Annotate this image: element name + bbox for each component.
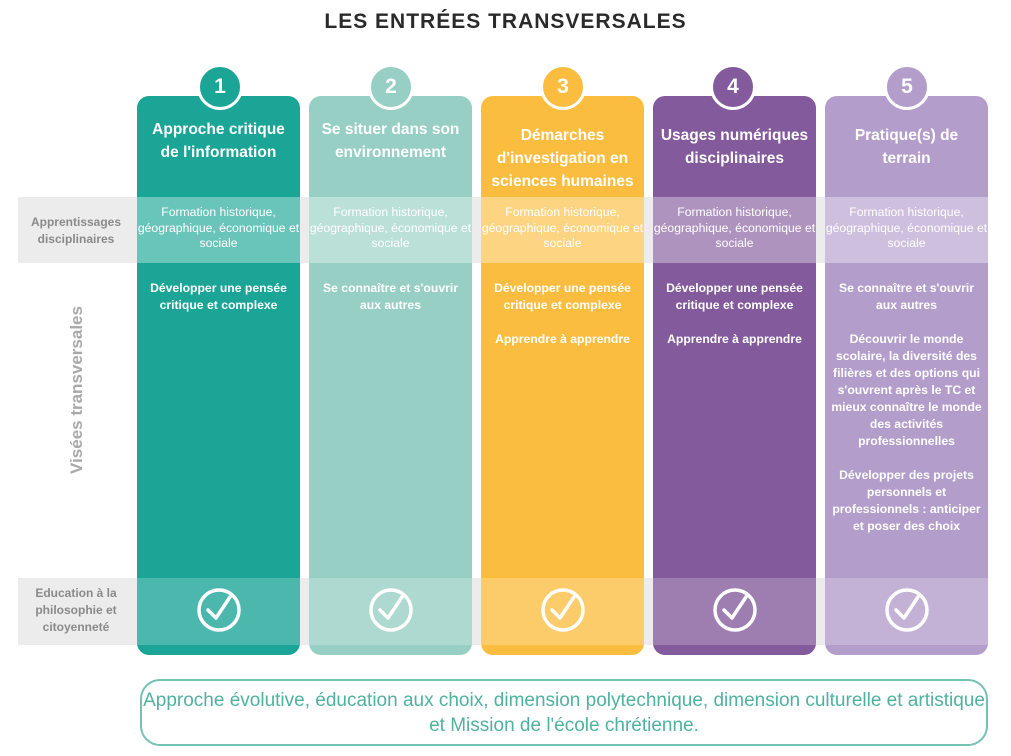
column-education-cell [653,578,816,645]
column-heading: Approche critique de l'information [152,121,285,161]
column-number-badge-2: 2 [368,64,414,110]
column-number-badge-4: 4 [710,64,756,110]
vise-item: Développer une pensée critique et complexe [666,281,803,312]
column-education-cell [309,578,472,645]
check-circle-icon [712,587,758,633]
column-vises [481,280,644,365]
vise-item: Se connaître et s'ouvrir aux autres [839,281,974,312]
column-vises [825,280,988,552]
column-heading: Pratique(s) de terrain [854,127,959,167]
footer-note: Approche évolutive, éducation aux choix, dimension polytechnique, dimension culturelle et artistique et Mission de l'école chrétienne. [140,679,988,746]
column-heading: Usages numériques disciplinaires [660,127,809,167]
column-vises [137,280,300,331]
row-label-apprentissages: Apprentissages disciplinaires [30,215,122,246]
column-vises [309,280,472,331]
column-apprentissage: Formation historique, géographique, économique et sociale [481,197,644,263]
vise-item: Apprendre à apprendre [667,332,802,346]
column-apprentissage: Formation historique, géographique, économique et sociale [653,197,816,263]
column-education-cell [825,578,988,645]
column-number-badge-1: 1 [197,64,243,110]
column-vises [653,280,816,365]
column-4 [653,96,816,655]
row-label-education: Education à la philosophie et citoyenneté [35,586,117,634]
vise-item: Développer des projets personnels et professionnels : anticiper et poser des choix [832,468,981,533]
column-apprentissage: Formation historique, géographique, économique et sociale [137,197,300,263]
vise-item: Développer une pensée critique et complexe [494,281,631,312]
column-5 [825,96,988,655]
check-circle-icon [196,587,242,633]
column-2 [309,96,472,655]
column-apprentissage: Formation historique, géographique, économique et sociale [825,197,988,263]
column-1 [137,96,300,655]
vise-item: Développer une pensée critique et complexe [150,281,287,312]
column-heading: Démarches d'investigation en sciences humaines [491,127,634,190]
vise-item: Découvrir le monde scolaire, la diversité des filières et des options qui s'ouvrent après le TC et mieux connaître le monde des activités professionnelles [831,332,982,448]
vise-item: Se connaître et s'ouvrir aux autres [323,281,458,312]
page-title: LES ENTRÉES TRANSVERSALES [324,10,687,33]
column-number-badge-5: 5 [884,64,930,110]
column-education-cell [137,578,300,645]
vise-item: Apprendre à apprendre [495,332,630,346]
check-circle-icon [540,587,586,633]
check-circle-icon [368,587,414,633]
column-education-cell [481,578,644,645]
column-apprentissage: Formation historique, géographique, économique et sociale [309,197,472,263]
check-circle-icon [884,587,930,633]
row-label-vises: Visées transversales [67,306,86,474]
column-heading: Se situer dans son environnement [321,121,460,161]
column-3 [481,96,644,655]
column-number-badge-3: 3 [540,64,586,110]
